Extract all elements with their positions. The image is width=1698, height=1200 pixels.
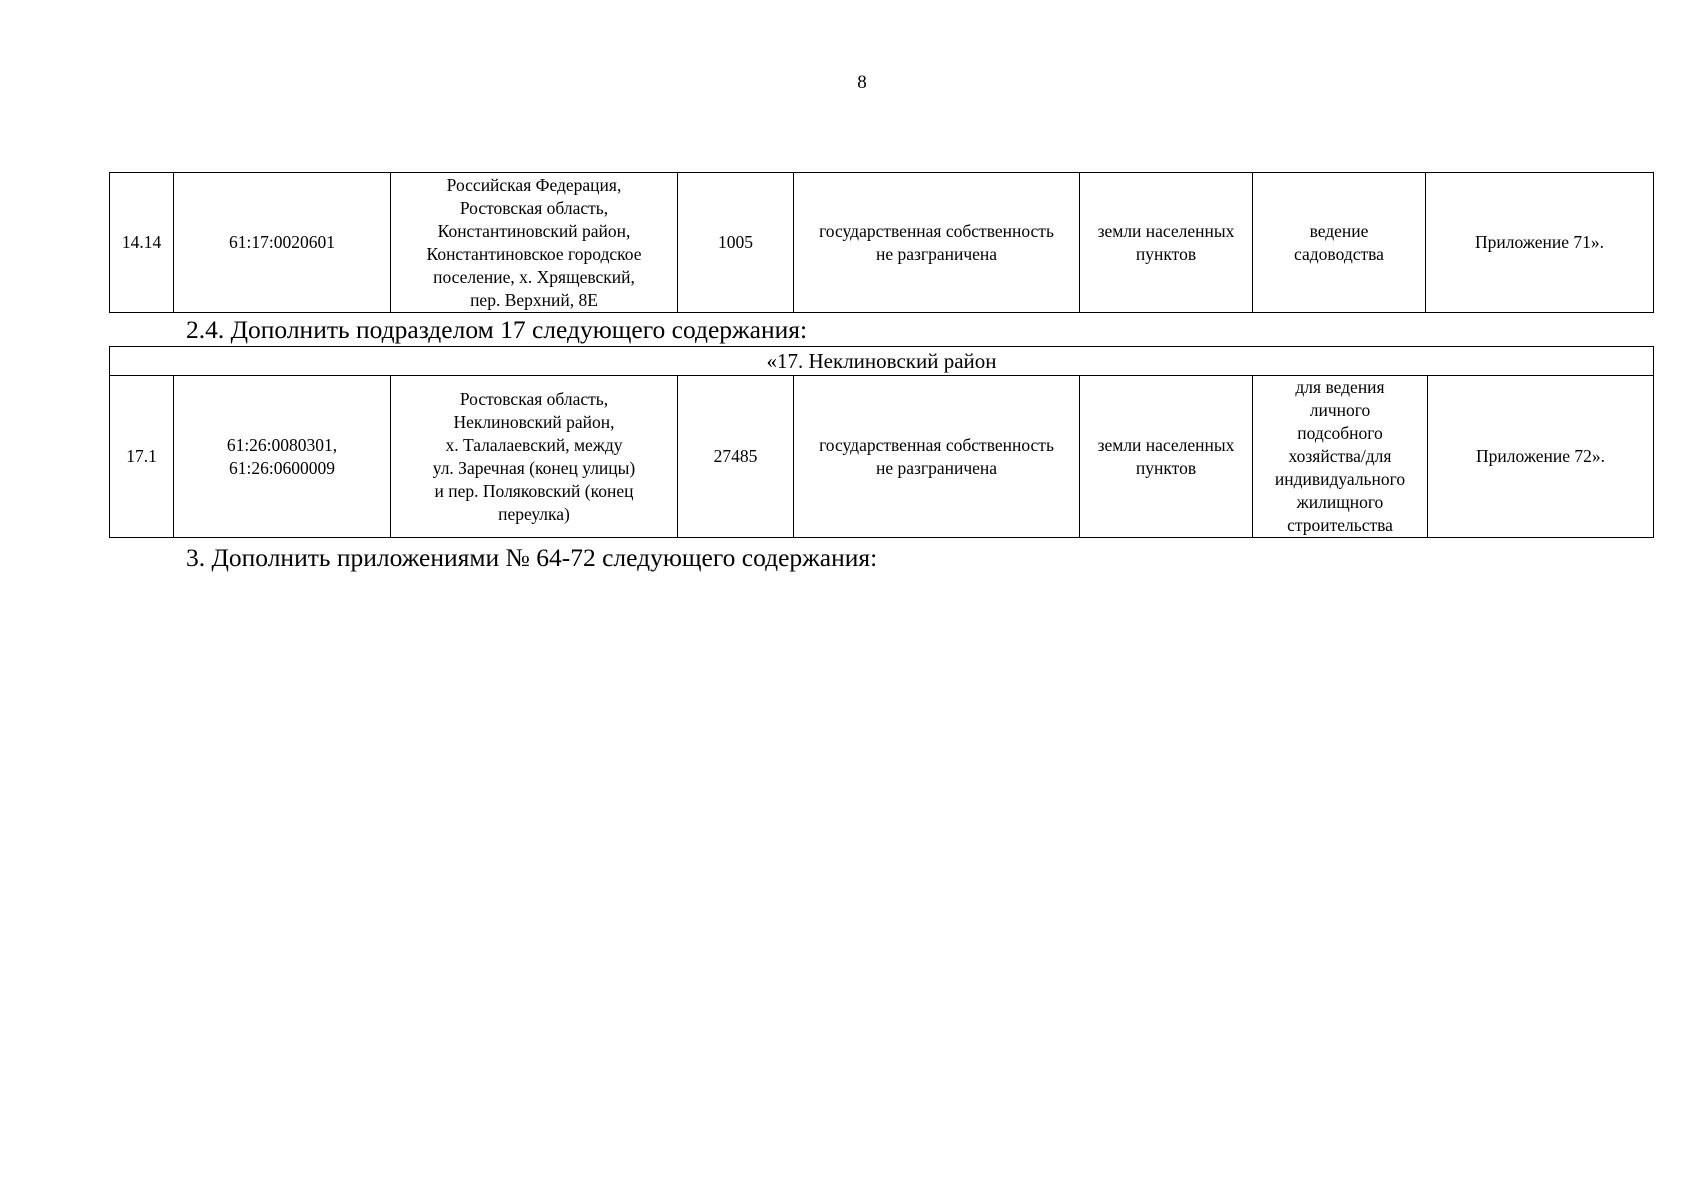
permitted-use-cell: ведение садоводства [1253, 173, 1426, 313]
appendix-cell: Приложение 72». [1428, 376, 1654, 538]
land-category-cell: земли населенных пунктов [1080, 376, 1253, 538]
land-table-section-17 [109, 346, 1654, 538]
cadastral-number-cell: 61:26:0080301, 61:26:0600009 [174, 376, 391, 538]
land-table-continuation [109, 172, 1654, 313]
row-number-cell: 14.14 [110, 173, 174, 313]
ownership-cell: государственная собственность не разграничена [794, 173, 1080, 313]
table-row [110, 376, 1654, 538]
row-number-cell: 17.1 [110, 376, 174, 538]
section-title: «17. Неклиновский район [110, 347, 1654, 376]
clause-3-text: 3. Дополнить приложениями № 64-72 следующего содержания: [186, 543, 878, 572]
cadastral-number-cell: 61:17:0020601 [174, 173, 391, 313]
table-row [110, 173, 1654, 313]
section-header-row [110, 347, 1654, 376]
land-category-cell: земли населенных пунктов [1080, 173, 1253, 313]
area-cell: 27485 [678, 376, 794, 538]
address-cell: Российская Федерация, Ростовская область, Константиновский район, Константиновское городское поселение, х. Хрящевский, пер. Верхний, 8Е [391, 173, 678, 313]
area-cell: 1005 [678, 173, 794, 313]
permitted-use-cell: для ведения личного подсобного хозяйства/для индивидуального жилищного строительства [1253, 376, 1428, 538]
address-cell: Ростовская область, Неклиновский район, х. Талалаевский, между ул. Заречная (конец улицы) и пер. Поляковский (конец переулка) [391, 376, 678, 538]
page-number: 8 [857, 72, 867, 93]
ownership-cell: государственная собственность не разграничена [794, 376, 1080, 538]
appendix-cell: Приложение 71». [1426, 173, 1654, 313]
clause-2-4-text: 2.4. Дополнить подразделом 17 следующего содержания: [186, 315, 808, 344]
